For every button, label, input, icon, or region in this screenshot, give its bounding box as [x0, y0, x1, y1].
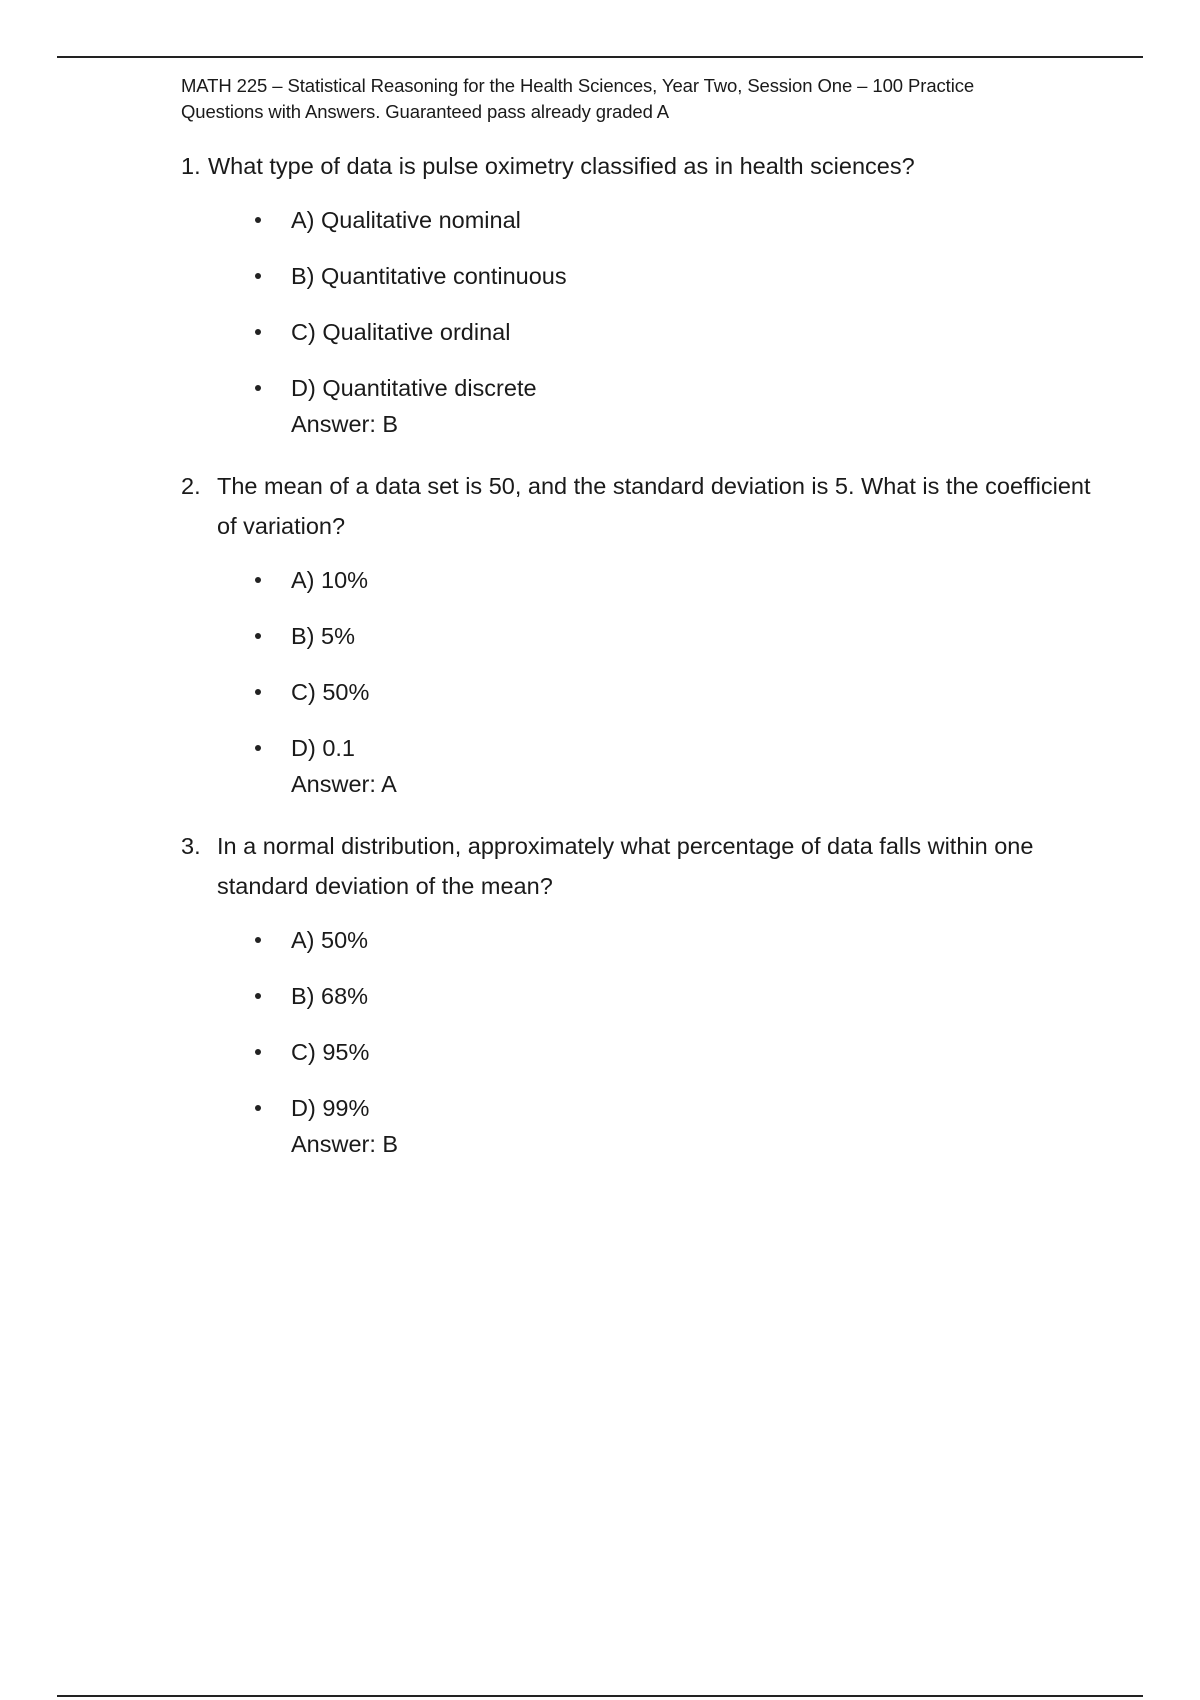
option-label: D) Quantitative discrete: [291, 375, 537, 401]
document-header: [181, 73, 1081, 125]
question-3: [181, 826, 1101, 1164]
option-label: C) 50%: [291, 679, 370, 705]
option-label: B) Quantitative continuous: [291, 263, 567, 289]
question-2-answer: Answer: A: [291, 771, 397, 797]
option-label: A) 10%: [291, 567, 369, 593]
question-3-options: [181, 912, 1101, 1136]
top-rule: [57, 56, 1143, 58]
option-label: A) 50%: [291, 927, 369, 953]
option-item: [181, 248, 1101, 304]
question-3-text: In a normal distribution, approximately what percentage of data falls within one standard deviation of the mean?: [217, 833, 1034, 899]
bullet-icon: [255, 385, 261, 391]
question-2-options: [181, 552, 1101, 776]
bullet-icon: [255, 273, 261, 279]
option-label: C) 95%: [291, 1039, 370, 1065]
bottom-rule: [57, 1695, 1143, 1697]
option-item: [181, 1024, 1101, 1080]
question-3-number: 3.: [181, 833, 201, 859]
option-label: A) Qualitative nominal: [291, 207, 521, 233]
question-1: [181, 146, 1101, 444]
bullet-icon: [255, 633, 261, 639]
question-3-answer: Answer: B: [291, 1131, 399, 1157]
question-1-options: [181, 192, 1101, 416]
bullet-icon: [255, 689, 261, 695]
option-label: D) 0.1: [291, 735, 355, 761]
option-item: [181, 552, 1101, 608]
option-item: [181, 968, 1101, 1024]
bullet-icon: [255, 1049, 261, 1055]
header-line-2: Questions with Answers. Guaranteed pass already graded A: [181, 101, 670, 122]
question-1-text: What type of data is pulse oximetry classified as in health sciences?: [208, 153, 915, 179]
question-1-stem: [181, 146, 1101, 186]
bullet-icon: [255, 329, 261, 335]
option-label: C) Qualitative ordinal: [291, 319, 511, 345]
question-2: [181, 466, 1101, 804]
bullet-icon: [255, 937, 261, 943]
option-item: [181, 192, 1101, 248]
question-1-number: 1.: [181, 153, 201, 179]
question-3-stem: [181, 826, 1101, 906]
question-2-text: The mean of a data set is 50, and the standard deviation is 5. What is the coefficient of variation?: [217, 473, 1091, 539]
option-label: B) 5%: [291, 623, 355, 649]
option-item: [181, 304, 1101, 360]
bullet-icon: [255, 217, 261, 223]
bullet-icon: [255, 745, 261, 751]
bullet-icon: [255, 577, 261, 583]
option-label: B) 68%: [291, 983, 369, 1009]
question-1-answer: Answer: B: [291, 411, 399, 437]
header-line-1: MATH 225 – Statistical Reasoning for the Health Sciences, Year Two, Session One – 100 Practice: [181, 75, 975, 96]
option-item: [181, 664, 1101, 720]
question-2-number: 2.: [181, 473, 201, 499]
question-2-stem: [181, 466, 1101, 546]
option-label: D) 99%: [291, 1095, 370, 1121]
option-item: [181, 608, 1101, 664]
bullet-icon: [255, 1105, 261, 1111]
bullet-icon: [255, 993, 261, 999]
question-list: [181, 146, 1101, 1186]
option-item: [181, 912, 1101, 968]
